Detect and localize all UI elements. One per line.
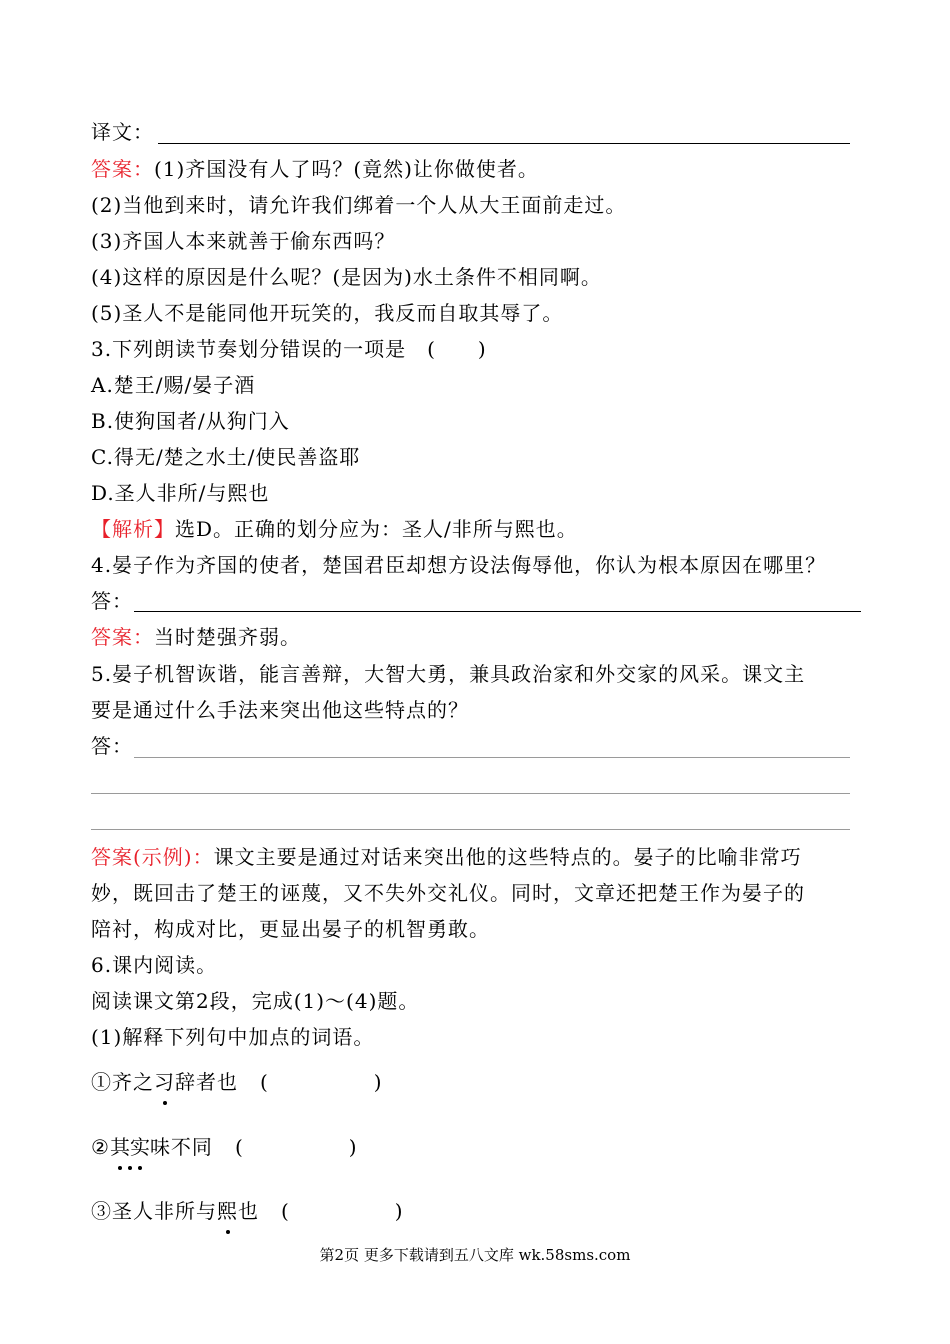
q6-sub1: (1)解释下列句中加点的词语。 [91, 1025, 375, 1049]
answer-label: 答案： [91, 157, 154, 181]
item-text-after: 味不同 [149, 1135, 213, 1159]
item-text-before: 齐之 [112, 1070, 154, 1094]
answer-blank: ( ) [260, 1070, 383, 1094]
q5-answer-line-1 [134, 757, 850, 758]
item-text-after: 也 [238, 1199, 259, 1223]
q4-stem: 4.晏子作为齐国的使者，楚国君臣却想方设法侮辱他，你认为根本原因在哪里？ [91, 553, 827, 577]
dotted-char: 实 [129, 1135, 150, 1159]
q6-item-3 [91, 1197, 404, 1225]
answer-text: 当时楚强齐弱。 [154, 625, 301, 649]
analysis-text: 选D。正确的划分应为：圣人/非所与熙也。 [175, 517, 578, 541]
q3-option-a: A.楚王/赐/晏子酒 [91, 373, 256, 397]
q6-title: 6.课内阅读。 [91, 953, 218, 977]
answer-text: 课文主要是通过对话来突出他的这些特点的。晏子的比喻非常巧 [213, 845, 802, 869]
dotted-word: 熙 [217, 1199, 238, 1223]
item-text-after: 辞者也 [175, 1070, 238, 1094]
q4-answer-prompt: 答： [91, 589, 133, 613]
q2-answer-line-2: (2)当他到来时，请允许我们绑着一个人从大王面前走过。 [91, 193, 627, 217]
translation-label: 译文： [91, 120, 154, 144]
answer-text: (1)齐国没有人了吗？(竟然)让你做使者。 [154, 157, 539, 181]
translation-answer-line [158, 143, 850, 144]
q3-option-b: B.使狗国者/从狗门入 [91, 409, 290, 433]
q4-answer-line [134, 611, 861, 612]
q5-answer-line-a [91, 843, 802, 871]
answer-label: 答案(示例)： [91, 845, 214, 869]
q4-answer [91, 623, 301, 651]
q3-option-c: C.得无/楚之水土/使民善盗耶 [91, 445, 361, 469]
item-text-before: 圣人非所与 [112, 1199, 217, 1223]
answer-blank: ( ) [281, 1199, 404, 1223]
answer-label: 答案： [91, 625, 154, 649]
answer-blank: ( ) [234, 1135, 358, 1159]
analysis-label: 【解析】 [91, 517, 175, 541]
item-number: ② [91, 1135, 110, 1159]
q3-analysis [91, 515, 578, 543]
item-number: ① [91, 1070, 112, 1094]
q5-stem-line-1: 5.晏子机智诙谐，能言善辩，大智大勇，兼具政治家和外交家的风采。课文主 [91, 662, 806, 686]
q2-answer-line-5: (5)圣人不是能同他开玩笑的，我反而自取其辱了。 [91, 301, 564, 325]
q2-answer-line-3: (3)齐国人本来就善于偷东西吗？ [91, 229, 396, 253]
q5-answer-prompt: 答： [91, 734, 133, 758]
q5-answer-line-2 [91, 793, 850, 794]
q2-answer-line-1 [91, 155, 539, 183]
dotted-word [110, 1133, 150, 1161]
q5-answer-line-b: 妙，既回击了楚王的诬蔑，又不失外交礼仪。同时，文章还把楚王作为晏子的 [91, 881, 805, 905]
q5-answer-line-c: 陪衬，构成对比，更显出晏子的机智勇敢。 [91, 917, 490, 941]
item-number: ③ [91, 1199, 112, 1223]
q3-stem: 3.下列朗读节奏划分错误的一项是 ( ) [91, 337, 487, 361]
dotted-char: 其 [109, 1135, 130, 1159]
q6-instruction: 阅读课文第2段，完成(1)～(4)题。 [91, 989, 420, 1013]
dotted-word: 习 [154, 1070, 175, 1094]
page-footer: 第2页 更多下载请到五八文库 wk.58sms.com [319, 1246, 631, 1264]
q5-stem-line-2: 要是通过什么手法来突出他这些特点的？ [91, 698, 469, 722]
q6-item-1 [91, 1068, 383, 1096]
q5-answer-line-3 [91, 829, 850, 830]
q6-item-2 [91, 1133, 358, 1161]
q3-option-d: D.圣人非所/与熙也 [91, 481, 270, 505]
q2-answer-line-4: (4)这样的原因是什么呢？(是因为)水土条件不相同啊。 [91, 265, 602, 289]
